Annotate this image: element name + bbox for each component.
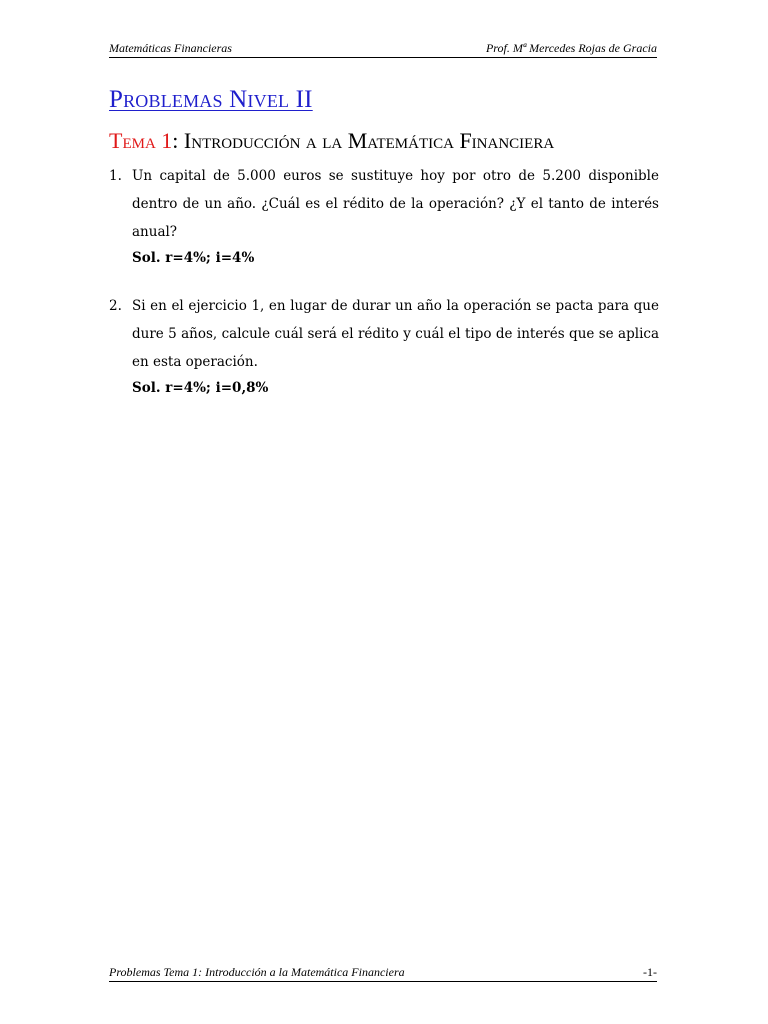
footer-topic: Problemas Tema 1: Introducción a la Matemática Financiera [109,965,405,979]
topic-text: Introducción a la Matemática Financiera [178,128,555,153]
page-number: -1- [643,965,657,979]
problem-item [109,292,659,400]
problem-number: 1. [109,168,122,184]
problem-statement: Un capital de 5.000 euros se sustituye hoy por otro de 5.200 disponible dentro de un año. ¿Cuál es el rédito de la operación? ¿Y el tanto de interés anual? [132,168,659,240]
problem-solution: Sol. r=4%; i=0,8% [132,380,269,396]
problem-statement: Si en el ejercicio 1, en lugar de durar un año la operación se pacta para que dure 5 años, calcule cuál será el rédito y cuál el tipo de interés que se aplica en esta operación. [132,298,659,370]
problem-solution: Sol. r=4%; i=4% [132,250,255,266]
topic-label: Tema 1 [109,128,173,153]
page-header [109,40,657,58]
document-title: Problemas Nivel II [109,86,313,113]
header-course-title: Matemáticas Financieras [109,41,232,55]
header-author: Prof. Mª Mercedes Rojas de Gracia [485,41,657,55]
problem-item [109,162,659,270]
topic-heading [109,126,554,156]
problem-number: 2. [109,298,122,314]
page-footer [109,964,657,982]
topic-separator: : [172,128,179,153]
problem-list [109,162,659,422]
